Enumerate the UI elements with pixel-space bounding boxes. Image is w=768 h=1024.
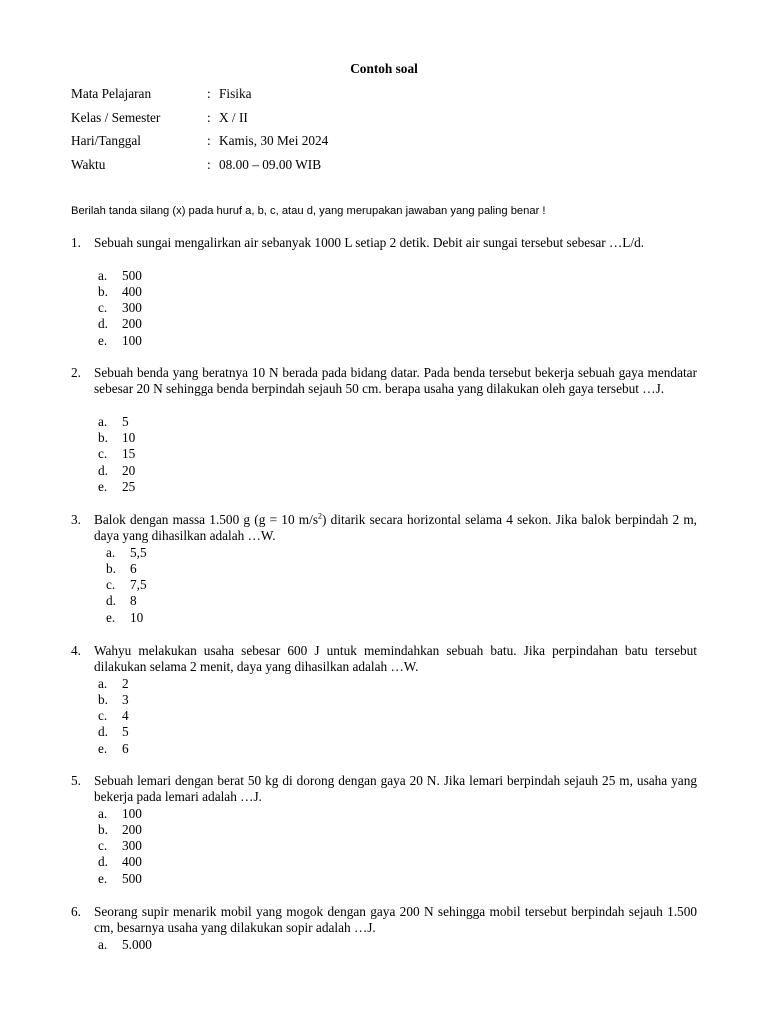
option-letter: a. xyxy=(98,675,108,691)
meta-value: Fisika xyxy=(219,86,252,101)
meta-row-date xyxy=(71,133,471,157)
option-letter: d. xyxy=(98,854,108,870)
option-value: 20 xyxy=(122,462,136,478)
option-letter: d. xyxy=(98,724,108,740)
meta-colon: : xyxy=(207,109,211,125)
option-value: 200 xyxy=(122,316,142,332)
option-value: 8 xyxy=(130,593,137,609)
question-number: 3. xyxy=(71,512,81,527)
option-value: 300 xyxy=(122,838,142,854)
question-text xyxy=(94,512,697,545)
option-value: 3 xyxy=(122,691,129,707)
question-number: 6. xyxy=(71,904,81,919)
option-letter: d. xyxy=(106,593,116,609)
question-text: Seorang supir menarik mobil yang mogok dengan gaya 200 N sehingga mobil tersebut berpindah sejauh 1.500 cm, besarnya usaha yang dilakukan sopir adalah …J. xyxy=(94,904,697,936)
question-number: 4. xyxy=(71,643,81,658)
option-letter: a. xyxy=(98,805,108,821)
meta-row-class xyxy=(71,110,471,134)
option-letter: e. xyxy=(98,479,108,495)
option-letter: b. xyxy=(98,283,108,299)
option-value: 500 xyxy=(122,870,142,886)
meta-row-time xyxy=(71,157,471,181)
option-value: 5.000 xyxy=(122,936,152,952)
option-value: 100 xyxy=(122,805,142,821)
option-value: 300 xyxy=(122,300,142,316)
meta-value: X / II xyxy=(219,109,248,125)
option-letter: e. xyxy=(98,870,108,886)
option-letter: c. xyxy=(106,577,116,593)
option-value: 15 xyxy=(122,446,136,462)
option-letter: a. xyxy=(106,544,116,560)
question-number: 2. xyxy=(71,365,81,380)
question-number: 1. xyxy=(71,235,81,250)
option-letter: b. xyxy=(98,821,108,837)
question-text-part: Balok dengan massa 1.500 g (g = 10 m/s xyxy=(94,512,319,527)
question-text: Wahyu melakukan usaha sebesar 600 J untuk memindahkan sebuah batu. Jika perpindahan batu tersebut dilakukan selama 2 menit, daya yang dihasilkan adalah …W. xyxy=(94,643,697,675)
meta-colon: : xyxy=(207,156,211,172)
meta-colon: : xyxy=(207,133,211,149)
option-letter: c. xyxy=(98,838,108,854)
option-letter: c. xyxy=(98,300,108,316)
option-value: 10 xyxy=(122,430,136,446)
option-value: 400 xyxy=(122,283,142,299)
question-text: Sebuah sungai mengalirkan air sebanyak 1000 L setiap 2 detik. Debit air sungai tersebut sebesar …L/d. xyxy=(94,235,645,250)
option-value: 6 xyxy=(130,560,137,576)
option-value: 400 xyxy=(122,854,142,870)
page-title: Contoh soal xyxy=(350,61,418,76)
option-value: 200 xyxy=(122,821,142,837)
option-value: 5 xyxy=(122,413,129,429)
meta-label: Mata Pelajaran xyxy=(71,86,152,101)
meta-value: Kamis, 30 Mei 2024 xyxy=(219,133,329,149)
question-text: Sebuah lemari dengan berat 50 kg di dorong dengan gaya 20 N. Jika lemari berpindah sejauh 25 m, usaha yang bekerja pada lemari adalah …J. xyxy=(94,773,697,805)
option-value: 2 xyxy=(122,675,129,691)
option-letter: a. xyxy=(98,267,108,283)
option-letter: a. xyxy=(98,413,108,429)
meta-value: 08.00 – 09.00 WIB xyxy=(219,156,322,172)
option-value: 7,5 xyxy=(130,577,147,593)
question-text-part: ) ditarik secara horizontal selama 4 sekon. Jika balok berpindah 2 m, daya yang dihasilkan adalah …W. xyxy=(94,512,697,544)
option-value: 4 xyxy=(122,708,129,724)
option-letter: e. xyxy=(98,332,108,348)
option-value: 6 xyxy=(122,740,129,756)
superscript: 2 xyxy=(318,511,323,521)
option-letter: d. xyxy=(98,316,108,332)
option-letter: c. xyxy=(98,446,108,462)
header-info xyxy=(71,86,471,180)
option-letter: b. xyxy=(98,691,108,707)
option-value: 5,5 xyxy=(130,544,147,560)
meta-label: Kelas / Semester xyxy=(71,109,161,125)
option-letter: b. xyxy=(106,560,116,576)
meta-label: Waktu xyxy=(71,156,106,172)
option-letter: a. xyxy=(98,936,108,952)
option-letter: e. xyxy=(106,609,116,625)
meta-row-subject xyxy=(71,86,471,110)
meta-label: Hari/Tanggal xyxy=(71,133,141,149)
option-letter: e. xyxy=(98,740,108,756)
meta-colon: : xyxy=(207,86,211,101)
instruction-text: Berilah tanda silang (x) pada huruf a, b, c, atau d, yang merupakan jawaban yang paling benar ! xyxy=(71,205,546,217)
option-letter: d. xyxy=(98,462,108,478)
option-value: 5 xyxy=(122,724,129,740)
option-letter: c. xyxy=(98,708,108,724)
option-value: 500 xyxy=(122,267,142,283)
option-value: 100 xyxy=(122,332,142,348)
option-value: 25 xyxy=(122,479,136,495)
option-value: 10 xyxy=(130,609,144,625)
option-letter: b. xyxy=(98,430,108,446)
question-text: Sebuah benda yang beratnya 10 N berada pada bidang datar. Pada benda tersebut bekerja sebuah gaya mendatar sebesar 20 N sehingga benda berpindah sejauh 50 cm. berapa usaha yang dilakukan oleh gaya tersebut …J. xyxy=(94,365,697,397)
question-number: 5. xyxy=(71,773,81,788)
